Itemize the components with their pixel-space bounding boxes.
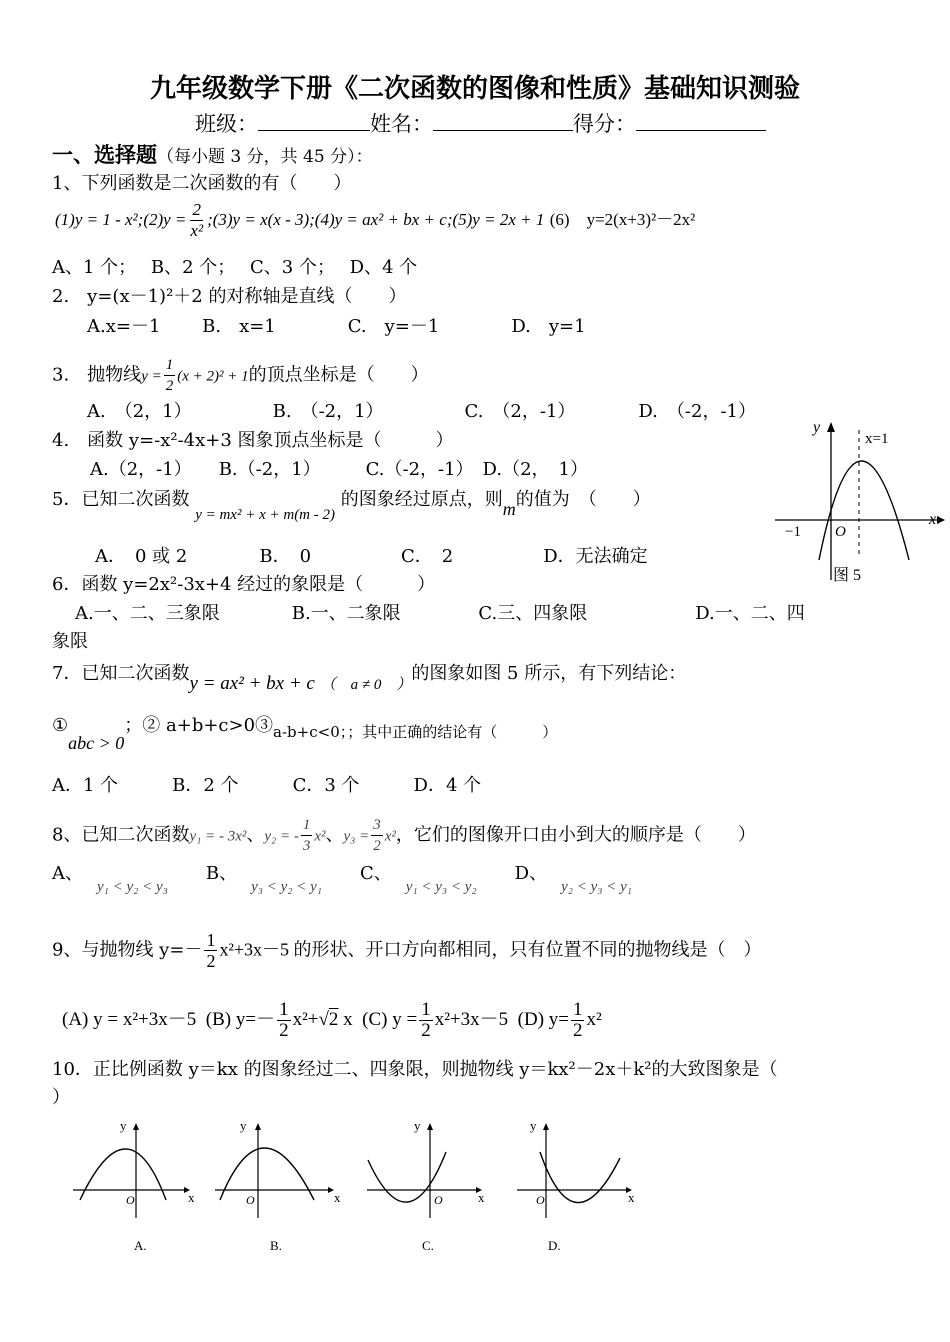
q3-stem: 3. 抛物线y = $\frac{1}{2}$ (x + 2)² + 1的顶点坐标是（ ） bbox=[52, 357, 429, 394]
class-blank[interactable] bbox=[258, 112, 370, 131]
q8-options: A、$_{y_1 < y_2 < y_3}$B、$_{y_3 < y_2 < y_1}$C、$_{y_1 < y_3 < y_2}$D、$_{y_2 < y_3 < y_1}$ bbox=[52, 863, 632, 895]
q4-options: A.（2，-1） B.（-2，1） C.（-2，-1） D.（2， 1） bbox=[90, 459, 588, 480]
q9-options: (A) y = x²+3x－5 (B) y=－ $\frac{1}{2}$ x²+√2 x (C) y = $\frac{1}{2}$ x²+3x－5 (D) y= $\frac{1}{2}$ x² bbox=[62, 999, 602, 1041]
svg-text:x: x bbox=[478, 1190, 485, 1205]
q10-stem-cont: ） bbox=[52, 1087, 70, 1108]
q7-stem: 7．已知二次函数y = ax² + bx + c $_{( a \ne 0 )}$的图象如图 5 所示，有下列结论： bbox=[52, 663, 687, 694]
page-title: 九年级数学下册《二次函数的图像和性质》基础知识测验 bbox=[149, 74, 800, 104]
figure-5-graph bbox=[765, 418, 945, 593]
score-blank[interactable] bbox=[636, 112, 766, 131]
svg-text:O: O bbox=[536, 1193, 545, 1207]
q6-stem: 6．函数 y=2x²-3x+4 经过的象限是（ ） bbox=[52, 574, 436, 595]
q3-options: A. （2，1） B. （-2，1） C. （2，-1） D. （-2，-1） bbox=[87, 401, 756, 422]
fig5-y-label: y bbox=[813, 419, 821, 436]
svg-text:y: y bbox=[120, 1118, 127, 1133]
q6-options-cont: 象限 bbox=[52, 631, 88, 652]
q1-f1: (1)y = 1 - x²; bbox=[55, 210, 144, 229]
q1-f6: (6) y=2(x+3)²－2x² bbox=[549, 210, 696, 229]
fig5-y-arrow bbox=[827, 422, 835, 432]
section-heading bbox=[52, 143, 373, 169]
q5-expr: y = mx² + x + m(m - 2) bbox=[195, 507, 336, 523]
section-title: 一、选择题 bbox=[52, 143, 157, 167]
q10-label-A: A. bbox=[134, 1238, 147, 1253]
svg-text:x: x bbox=[188, 1190, 195, 1205]
q10-graph-C[interactable] bbox=[362, 1118, 492, 1262]
name-label: 姓名： bbox=[370, 112, 433, 136]
svg-text:y: y bbox=[414, 1118, 421, 1133]
q5-options: A． 0 或 2 B． 0 C． 2 D．无法确定 bbox=[95, 546, 648, 567]
q10-graph-B[interactable] bbox=[210, 1118, 350, 1262]
fig5-parabola bbox=[819, 461, 909, 560]
q10-graph-A[interactable] bbox=[68, 1118, 198, 1262]
q10-label-C: C. bbox=[422, 1238, 434, 1253]
svg-text:x: x bbox=[334, 1190, 341, 1205]
q2-options: A.x=－1 B. x=1 C. y=－1 D. y=1 bbox=[87, 316, 586, 337]
q1-stem: 1、下列函数是二次函数的有（ ） bbox=[52, 173, 352, 194]
q4-stem: 4. 函数 y=-x²-4x+3 图象顶点坐标是（ ） bbox=[52, 430, 454, 451]
q10-graph-D[interactable] bbox=[512, 1118, 642, 1262]
name-blank[interactable] bbox=[433, 112, 573, 131]
fig5-tick-label: −1 bbox=[785, 524, 801, 540]
svg-text:O: O bbox=[126, 1193, 135, 1207]
q1-f2-frac: $\frac{2}{\text{x²}}$ bbox=[190, 200, 204, 240]
q9-stem: 9、与抛物线 y=－ $\frac{1}{2}$ x²+3x－5 的形状、开口方向都相同，只有位置不同的抛物线是（ ） bbox=[52, 930, 762, 971]
svg-text:O: O bbox=[246, 1193, 255, 1207]
section-note: （每小题 3 分，共 45 分）： bbox=[157, 147, 373, 167]
q5-stem: 5．已知二次函数 $_{y = mx^2 + x + m(m - 2)}$ 的图象经过原点，则m的值为 （ ） bbox=[52, 489, 651, 523]
fig5-caption: 图 5 bbox=[833, 567, 862, 584]
student-info-line bbox=[195, 112, 766, 136]
q10-label-D: D. bbox=[548, 1238, 561, 1253]
fig5-x-label: x bbox=[929, 511, 937, 528]
svg-text:x: x bbox=[628, 1190, 635, 1205]
fig5-origin-label: O bbox=[835, 524, 846, 540]
q7-conclusions: ①abc > 0；② $a+b+c>0③_{a-b+c<0;;其中正确的结论有( )}$ bbox=[52, 715, 558, 753]
q8-stem: 8、已知二次函数y₁ = - 3x²、y₂ = - $\frac{1}{3}$ x²、y₃ = $\frac{3}{2}$ x²，它们的图像开口由小到大的顺序是（ ） bbox=[52, 817, 756, 854]
q1-functions bbox=[55, 200, 695, 241]
score-label: 得分： bbox=[573, 112, 636, 136]
q7-options: A．1 个 B．2 个 C．3 个 D．4 个 bbox=[52, 775, 482, 796]
q1-f3: ;(3)y = x(x - 3);(4)y = ax² + bx + c;(5)y = 2x + 1 bbox=[207, 210, 545, 229]
svg-text:y: y bbox=[530, 1118, 537, 1133]
q1-f2: (2)y = bbox=[143, 210, 187, 229]
q1-options: A、1 个； B、2 个； C、3 个； D、4 个 bbox=[52, 257, 418, 278]
q7-expr: y = ax² + bx + c bbox=[189, 673, 315, 694]
q10-stem: 10．正比例函数 y＝kx 的图象经过二、四象限，则抛物线 y＝kx²－2x＋k²的大致图象是（ bbox=[52, 1059, 778, 1080]
q10-label-B: B. bbox=[270, 1238, 282, 1253]
q3-frac: $\frac{1}{2}$ bbox=[165, 357, 174, 394]
q6-options: A.一、二、三象限 B.一、二象限 C.三、四象限 D.一、二、四 bbox=[75, 603, 805, 624]
q2-stem: 2. y=(x－1)²＋2 的对称轴是直线（ ） bbox=[52, 286, 407, 307]
class-label: 班级： bbox=[195, 112, 258, 136]
fig5-x-arrow bbox=[937, 516, 945, 524]
fig5-line-label: x=1 bbox=[865, 431, 889, 447]
svg-text:y: y bbox=[240, 1118, 247, 1133]
svg-text:O: O bbox=[434, 1193, 443, 1207]
